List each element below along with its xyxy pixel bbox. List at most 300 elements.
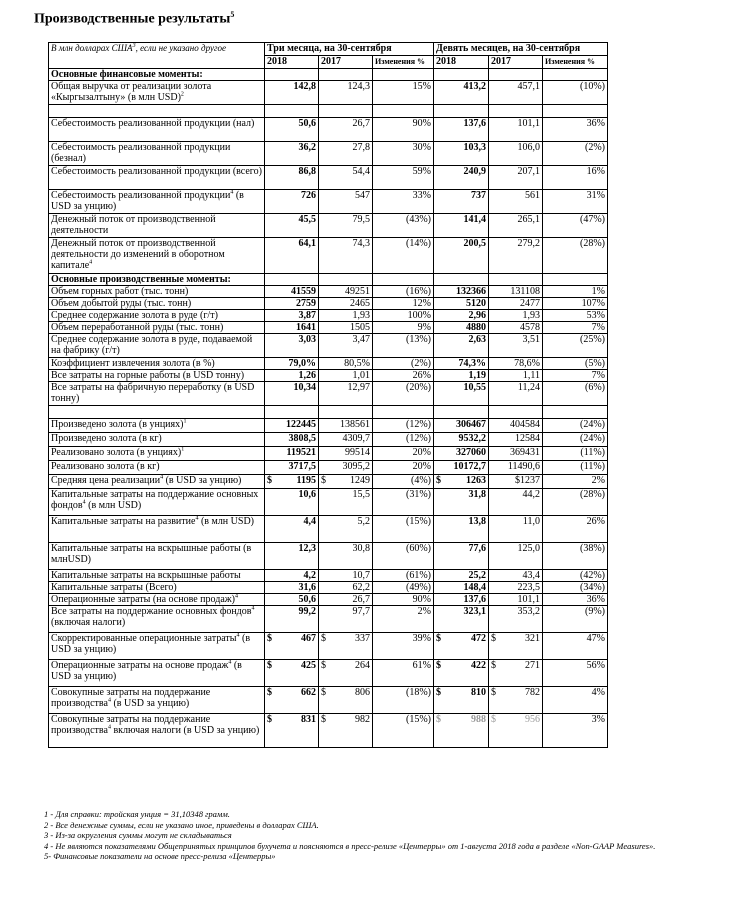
value-q3-2018: $ 467 <box>265 633 319 660</box>
currency-sign: $ <box>436 714 441 725</box>
row-label: Себестоимость реализованной продукции (нал) <box>49 118 265 142</box>
currency-sign: $ <box>436 475 441 486</box>
table-row <box>49 322 608 334</box>
value-q3-2018: 726 <box>265 190 319 214</box>
value-9m-2018: 5120 <box>434 298 489 310</box>
change-q3: 20% <box>373 461 434 475</box>
currency-sign: $ <box>267 660 272 671</box>
value-9m-2017: 101,1 <box>489 118 543 142</box>
header-year-2017: 2017 <box>489 56 543 69</box>
change-9m: (38%) <box>543 543 608 570</box>
footnotes <box>44 809 724 862</box>
row-label: Общая выручка от реализации золота «Кыргызалтыну» (в млн USD)$^2$ <box>49 81 265 105</box>
value-q3-2018: 1,26 <box>265 370 319 382</box>
value-q3-2017: $ 1249 <box>319 475 373 489</box>
row-label: Объем переработанной руды (тыс. тонн) <box>49 322 265 334</box>
value-q3-2017: 97,7 <box>319 606 373 633</box>
empty-cell <box>373 69 434 81</box>
value-q3-2018: 142,8 <box>265 81 319 105</box>
value-9m-2018: 737 <box>434 190 489 214</box>
value-9m-2017: 11,0 <box>489 516 543 543</box>
row-label: Денежный поток от производственной деятельности <box>49 214 265 238</box>
change-9m: 47% <box>543 633 608 660</box>
change-q3: 2% <box>373 606 434 633</box>
change-9m: (11%) <box>543 461 608 475</box>
value-q3-2018: 12,3 <box>265 543 319 570</box>
value-q3-2018: 79,0% <box>265 358 319 370</box>
change-9m: 36% <box>543 118 608 142</box>
value-9m-2017: 11,24 <box>489 382 543 406</box>
value-9m-2017: 265,1 <box>489 214 543 238</box>
value-9m-2018: 31,8 <box>434 489 489 516</box>
change-q3: (16%) <box>373 286 434 298</box>
value-9m-2017: 1,93 <box>489 310 543 322</box>
table-row <box>49 166 608 190</box>
change-9m: (25%) <box>543 334 608 358</box>
change-9m: 4% <box>543 687 608 714</box>
change-q3: (60%) <box>373 543 434 570</box>
section-label: Основные финансовые моменты: <box>49 69 265 81</box>
empty-cell <box>265 406 319 419</box>
row-label: Все затраты на горные работы (в USD тонну) <box>49 370 265 382</box>
footnote: 1 - Для справки: тройская унция = 31,10348 грамм. <box>44 809 230 819</box>
value-9m-2017: 561 <box>489 190 543 214</box>
change-9m: (47%) <box>543 214 608 238</box>
empty-cell <box>265 105 319 118</box>
value-q3-2017: $ 982 <box>319 714 373 748</box>
currency-sign: $ <box>491 633 496 644</box>
table-row <box>49 687 608 714</box>
value-q3-2017: 5,2 <box>319 516 373 543</box>
value-q3-2017: 62,2 <box>319 582 373 594</box>
change-q3: 26% <box>373 370 434 382</box>
currency-sign: $ <box>436 633 441 644</box>
value-9m-2018: 132366 <box>434 286 489 298</box>
value-9m-2018: 4880 <box>434 322 489 334</box>
section-row <box>49 69 608 81</box>
value-q3-2018: 45,5 <box>265 214 319 238</box>
currency-sign: $ <box>267 714 272 725</box>
value-9m-2017: 78,6% <box>489 358 543 370</box>
change-q3: 59% <box>373 166 434 190</box>
value-q3-2018: 122445 <box>265 419 319 433</box>
change-q3: (14%) <box>373 238 434 274</box>
header-year-2018: 2018 <box>434 56 489 69</box>
change-q3: (13%) <box>373 334 434 358</box>
row-label: Себестоимость реализованной продукции (безнал) <box>49 142 265 166</box>
value-q3-2017: 26,7 <box>319 594 373 606</box>
change-q3: (61%) <box>373 570 434 582</box>
change-q3: 39% <box>373 633 434 660</box>
value-9m-2018: 103,3 <box>434 142 489 166</box>
page-title: Производственные результаты$^5$ <box>34 10 235 27</box>
table-row <box>49 238 608 274</box>
value-9m-2017: $ 956 <box>489 714 543 748</box>
value-q3-2017: 3095,2 <box>319 461 373 475</box>
value-9m-2017: 207,1 <box>489 166 543 190</box>
footnote: 5- Финансовые показатели на основе пресс-релиза «Центерры» <box>44 851 276 861</box>
value-9m-2018: 10172,7 <box>434 461 489 475</box>
empty-cell <box>543 406 608 419</box>
value-9m-2017: 457,1 <box>489 81 543 105</box>
row-label: Произведено золота (в кг) <box>49 433 265 447</box>
value-q3-2018: $ 1195 <box>265 475 319 489</box>
row-label: Реализовано золота (в унциях)$^1$ <box>49 447 265 461</box>
currency-sign: $ <box>267 687 272 698</box>
value-q3-2017: $ 264 <box>319 660 373 687</box>
value-q3-2018: 3,03 <box>265 334 319 358</box>
value-9m-2018: 25,2 <box>434 570 489 582</box>
value-q3-2018: 3,87 <box>265 310 319 322</box>
value-q3-2017: 26,7 <box>319 118 373 142</box>
currency-sign: $ <box>436 687 441 698</box>
value-q3-2018: 10,6 <box>265 489 319 516</box>
currency-sign: $ <box>321 475 326 486</box>
change-q3: 90% <box>373 594 434 606</box>
change-9m: 1% <box>543 286 608 298</box>
row-label: Объем горных работ (тыс. тонн) <box>49 286 265 298</box>
row-label: Совокупные затраты на поддержание производства$^4$ включая налоги (в USD за унцию) <box>49 714 265 748</box>
financial-results-table <box>48 42 608 748</box>
change-q3: 61% <box>373 660 434 687</box>
table-row <box>49 543 608 570</box>
footnote: 4 - Не являются показателями Общепринятых принципов бухучета и поясняются в пресс-релизе «Центерры» от 1-августа 2018 года в разделе «Non-GAAP Measures». <box>44 840 656 851</box>
value-9m-2018: 413,2 <box>434 81 489 105</box>
empty-cell <box>319 406 373 419</box>
header-caption: В млн долларах США$^3$, если не указано другое <box>49 43 265 69</box>
value-9m-2017: 44,2 <box>489 489 543 516</box>
row-label: Все затраты на поддержание основных фондов$^4$ (включая налоги) <box>49 606 265 633</box>
value-q3-2017: 27,8 <box>319 142 373 166</box>
value-q3-2018: 1641 <box>265 322 319 334</box>
row-label: Капитальные затраты на вскрышные работы (в млнUSD) <box>49 543 265 570</box>
empty-cell <box>319 105 373 118</box>
table-row <box>49 570 608 582</box>
value-q3-2017: 30,8 <box>319 543 373 570</box>
value-9m-2018: 137,6 <box>434 594 489 606</box>
table-row <box>49 433 608 447</box>
change-q3: 100% <box>373 310 434 322</box>
value-q3-2017: 74,3 <box>319 238 373 274</box>
empty-cell <box>489 406 543 419</box>
table-row <box>49 461 608 475</box>
table-row <box>49 516 608 543</box>
empty-cell <box>265 69 319 81</box>
currency-sign: $ <box>321 660 326 671</box>
table-row <box>49 419 608 433</box>
change-q3: (4%) <box>373 475 434 489</box>
empty-cell <box>489 69 543 81</box>
value-9m-2017: 106,0 <box>489 142 543 166</box>
row-label: Капитальные затраты на развитие$^4$ (в млн USD) <box>49 516 265 543</box>
change-9m: 56% <box>543 660 608 687</box>
value-9m-2018: 2,63 <box>434 334 489 358</box>
currency-sign: $ <box>491 714 496 725</box>
change-9m: 53% <box>543 310 608 322</box>
change-9m: (34%) <box>543 582 608 594</box>
footnote: 3 - Из-за округления суммы могут не складываться <box>44 830 232 840</box>
value-q3-2018: 36,2 <box>265 142 319 166</box>
value-q3-2017: $ 337 <box>319 633 373 660</box>
value-q3-2018: 3717,5 <box>265 461 319 475</box>
header-q3: Три месяца, на 30-сентября <box>265 43 434 56</box>
table-row <box>49 334 608 358</box>
change-q3: (15%) <box>373 714 434 748</box>
table-row <box>49 358 608 370</box>
empty-cell <box>543 274 608 286</box>
change-q3: (31%) <box>373 489 434 516</box>
value-q3-2018: 50,6 <box>265 594 319 606</box>
value-q3-2018: 119521 <box>265 447 319 461</box>
change-9m: (6%) <box>543 382 608 406</box>
value-q3-2017: 99514 <box>319 447 373 461</box>
change-9m: (10%) <box>543 81 608 105</box>
value-q3-2018: 3808,5 <box>265 433 319 447</box>
empty-cell <box>319 274 373 286</box>
table-row <box>49 286 608 298</box>
empty-cell <box>543 105 608 118</box>
value-q3-2018: 41559 <box>265 286 319 298</box>
value-q3-2017: 15,5 <box>319 489 373 516</box>
change-9m: 3% <box>543 714 608 748</box>
value-9m-2018: 240,9 <box>434 166 489 190</box>
value-q3-2017: 124,3 <box>319 81 373 105</box>
value-q3-2017: 10,7 <box>319 570 373 582</box>
section-label: Основные производственные моменты: <box>49 274 265 286</box>
value-9m-2018: 9532,2 <box>434 433 489 447</box>
table-row <box>49 475 608 489</box>
table-row <box>49 714 608 748</box>
empty-cell <box>373 105 434 118</box>
value-9m-2017: $ 782 <box>489 687 543 714</box>
change-9m: 31% <box>543 190 608 214</box>
change-9m: (28%) <box>543 238 608 274</box>
currency-sign: $ <box>321 633 326 644</box>
header-nine-months: Девять месяцев, на 30-сентября <box>434 43 608 56</box>
change-9m: 107% <box>543 298 608 310</box>
empty-cell <box>319 69 373 81</box>
table-row <box>49 370 608 382</box>
value-9m-2018: 141,4 <box>434 214 489 238</box>
empty-cell <box>49 105 265 118</box>
table-row <box>49 310 608 322</box>
row-label: Капитальные затраты (Всего) <box>49 582 265 594</box>
value-q3-2017: 4309,7 <box>319 433 373 447</box>
change-q3: 30% <box>373 142 434 166</box>
table-row <box>49 633 608 660</box>
table-row <box>49 190 608 214</box>
value-9m-2017: 11490,6 <box>489 461 543 475</box>
value-9m-2018: 323,1 <box>434 606 489 633</box>
value-9m-2018: 327060 <box>434 447 489 461</box>
row-label: Операционные затраты на основе продаж$^4$ (в USD за унцию) <box>49 660 265 687</box>
row-label: Совокупные затраты на поддержание производства$^4$ (в USD за унцию) <box>49 687 265 714</box>
table-row <box>49 214 608 238</box>
value-9m-2018: $ 472 <box>434 633 489 660</box>
table-row <box>49 447 608 461</box>
change-q3: (20%) <box>373 382 434 406</box>
change-q3: 33% <box>373 190 434 214</box>
value-9m-2018: 306467 <box>434 419 489 433</box>
header-row-periods <box>49 43 608 56</box>
value-9m-2017: 369431 <box>489 447 543 461</box>
value-q3-2018: 64,1 <box>265 238 319 274</box>
change-9m: (24%) <box>543 419 608 433</box>
empty-cell <box>434 105 489 118</box>
value-9m-2017: 43,4 <box>489 570 543 582</box>
row-label: Произведено золота (в унциях)$^1$ <box>49 419 265 433</box>
spacer-row <box>49 105 608 118</box>
row-label: Среднее содержание золота в руде, подаваемой на фабрику (г/т) <box>49 334 265 358</box>
row-label: Среднее содержание золота в руде (г/т) <box>49 310 265 322</box>
change-q3: 20% <box>373 447 434 461</box>
row-label: Операционные затраты (на основе продаж)$^4$ <box>49 594 265 606</box>
empty-cell <box>434 406 489 419</box>
empty-cell <box>489 274 543 286</box>
row-label: Объем добытой руды (тыс. тонн) <box>49 298 265 310</box>
value-q3-2018: 4,4 <box>265 516 319 543</box>
value-q3-2018: 4,2 <box>265 570 319 582</box>
table-row <box>49 118 608 142</box>
change-q3: (18%) <box>373 687 434 714</box>
change-9m: 36% <box>543 594 608 606</box>
row-label: Коэффициент извлечения золота (в %) <box>49 358 265 370</box>
row-label: Все затраты на фабричную переработку (в USD тонну) <box>49 382 265 406</box>
value-q3-2017: 3,47 <box>319 334 373 358</box>
change-q3: 15% <box>373 81 434 105</box>
value-q3-2018: 99,2 <box>265 606 319 633</box>
empty-cell <box>265 274 319 286</box>
row-label: Себестоимость реализованной продукции$^4$ (в USD за унцию) <box>49 190 265 214</box>
value-9m-2017: 404584 <box>489 419 543 433</box>
value-9m-2018: $ 810 <box>434 687 489 714</box>
change-q3: (43%) <box>373 214 434 238</box>
spacer-row <box>49 406 608 419</box>
currency-sign: $ <box>267 475 272 486</box>
row-label: Капитальные затраты на поддержание основных фондов$^4$ (в млн USD) <box>49 489 265 516</box>
value-q3-2018: $ 831 <box>265 714 319 748</box>
value-9m-2018: 200,5 <box>434 238 489 274</box>
value-q3-2017: 54,4 <box>319 166 373 190</box>
currency-sign: $ <box>436 660 441 671</box>
empty-cell <box>434 274 489 286</box>
currency-sign: $ <box>321 714 326 725</box>
row-label: Капитальные затраты на вскрышные работы <box>49 570 265 582</box>
change-9m: 2% <box>543 475 608 489</box>
value-9m-2017: 353,2 <box>489 606 543 633</box>
value-9m-2017: 2477 <box>489 298 543 310</box>
value-9m-2017: 101,1 <box>489 594 543 606</box>
value-9m-2018: $ 1263 <box>434 475 489 489</box>
table-row <box>49 81 608 105</box>
change-9m: (24%) <box>543 433 608 447</box>
empty-cell <box>373 274 434 286</box>
change-q3: (12%) <box>373 419 434 433</box>
value-9m-2017: 131108 <box>489 286 543 298</box>
value-q3-2017: 547 <box>319 190 373 214</box>
value-9m-2018: $ 422 <box>434 660 489 687</box>
change-q3: 90% <box>373 118 434 142</box>
table-row <box>49 298 608 310</box>
value-9m-2017: $ 321 <box>489 633 543 660</box>
value-9m-2018: 1,19 <box>434 370 489 382</box>
empty-cell <box>373 406 434 419</box>
value-q3-2018: $ 662 <box>265 687 319 714</box>
table-row <box>49 594 608 606</box>
table-row <box>49 142 608 166</box>
value-9m-2017: 125,0 <box>489 543 543 570</box>
table-row <box>49 606 608 633</box>
value-9m-2017: 4578 <box>489 322 543 334</box>
row-label: Денежный поток от производственной деятельности до изменений в оборотном капитале$^4$ <box>49 238 265 274</box>
value-9m-2017: 3,51 <box>489 334 543 358</box>
table-row <box>49 382 608 406</box>
change-9m: 26% <box>543 516 608 543</box>
value-q3-2017: 1505 <box>319 322 373 334</box>
value-9m-2017: 1,11 <box>489 370 543 382</box>
value-9m-2018: 137,6 <box>434 118 489 142</box>
empty-cell <box>434 69 489 81</box>
table-row <box>49 660 608 687</box>
value-9m-2018: 10,55 <box>434 382 489 406</box>
change-9m: 7% <box>543 370 608 382</box>
value-9m-2017: 223,5 <box>489 582 543 594</box>
header-change: Изменения % <box>373 56 434 69</box>
row-label: Реализовано золота (в кг) <box>49 461 265 475</box>
currency-sign: $ <box>491 660 496 671</box>
empty-cell <box>543 69 608 81</box>
currency-sign: $ <box>267 633 272 644</box>
change-9m: (42%) <box>543 570 608 582</box>
change-9m: (28%) <box>543 489 608 516</box>
header-change: Изменения % <box>543 56 608 69</box>
change-9m: (5%) <box>543 358 608 370</box>
change-q3: 12% <box>373 298 434 310</box>
change-9m: (9%) <box>543 606 608 633</box>
footnote: 2 - Все денежные суммы, если не указано иное, приведены в долларах США. <box>44 819 319 830</box>
value-9m-2018: 77,6 <box>434 543 489 570</box>
value-9m-2017: $ 271 <box>489 660 543 687</box>
table-row <box>49 582 608 594</box>
value-q3-2017: 79,5 <box>319 214 373 238</box>
value-q3-2017: 1,01 <box>319 370 373 382</box>
table-row <box>49 489 608 516</box>
change-q3: (49%) <box>373 582 434 594</box>
change-9m: (2%) <box>543 142 608 166</box>
value-9m-2017: 12584 <box>489 433 543 447</box>
value-q3-2017: 2465 <box>319 298 373 310</box>
value-q3-2017: 80,5% <box>319 358 373 370</box>
currency-sign: $ <box>491 687 496 698</box>
section-row <box>49 274 608 286</box>
value-q3-2018: $ 425 <box>265 660 319 687</box>
value-q3-2018: 86,8 <box>265 166 319 190</box>
value-q3-2018: 10,34 <box>265 382 319 406</box>
header-year-2018: 2018 <box>265 56 319 69</box>
value-q3-2017: 49251 <box>319 286 373 298</box>
value-q3-2018: 31,6 <box>265 582 319 594</box>
value-9m-2017: $1237 <box>489 475 543 489</box>
value-q3-2018: 2759 <box>265 298 319 310</box>
change-9m: (11%) <box>543 447 608 461</box>
value-q3-2017: 138561 <box>319 419 373 433</box>
value-q3-2017: $ 806 <box>319 687 373 714</box>
row-label: Скорректированные операционные затраты$^4$ (в USD за унцию) <box>49 633 265 660</box>
change-q3: (2%) <box>373 358 434 370</box>
row-label: Средняя цена реализации$^4$ (в USD за унцию) <box>49 475 265 489</box>
empty-cell <box>489 105 543 118</box>
header-year-2017: 2017 <box>319 56 373 69</box>
